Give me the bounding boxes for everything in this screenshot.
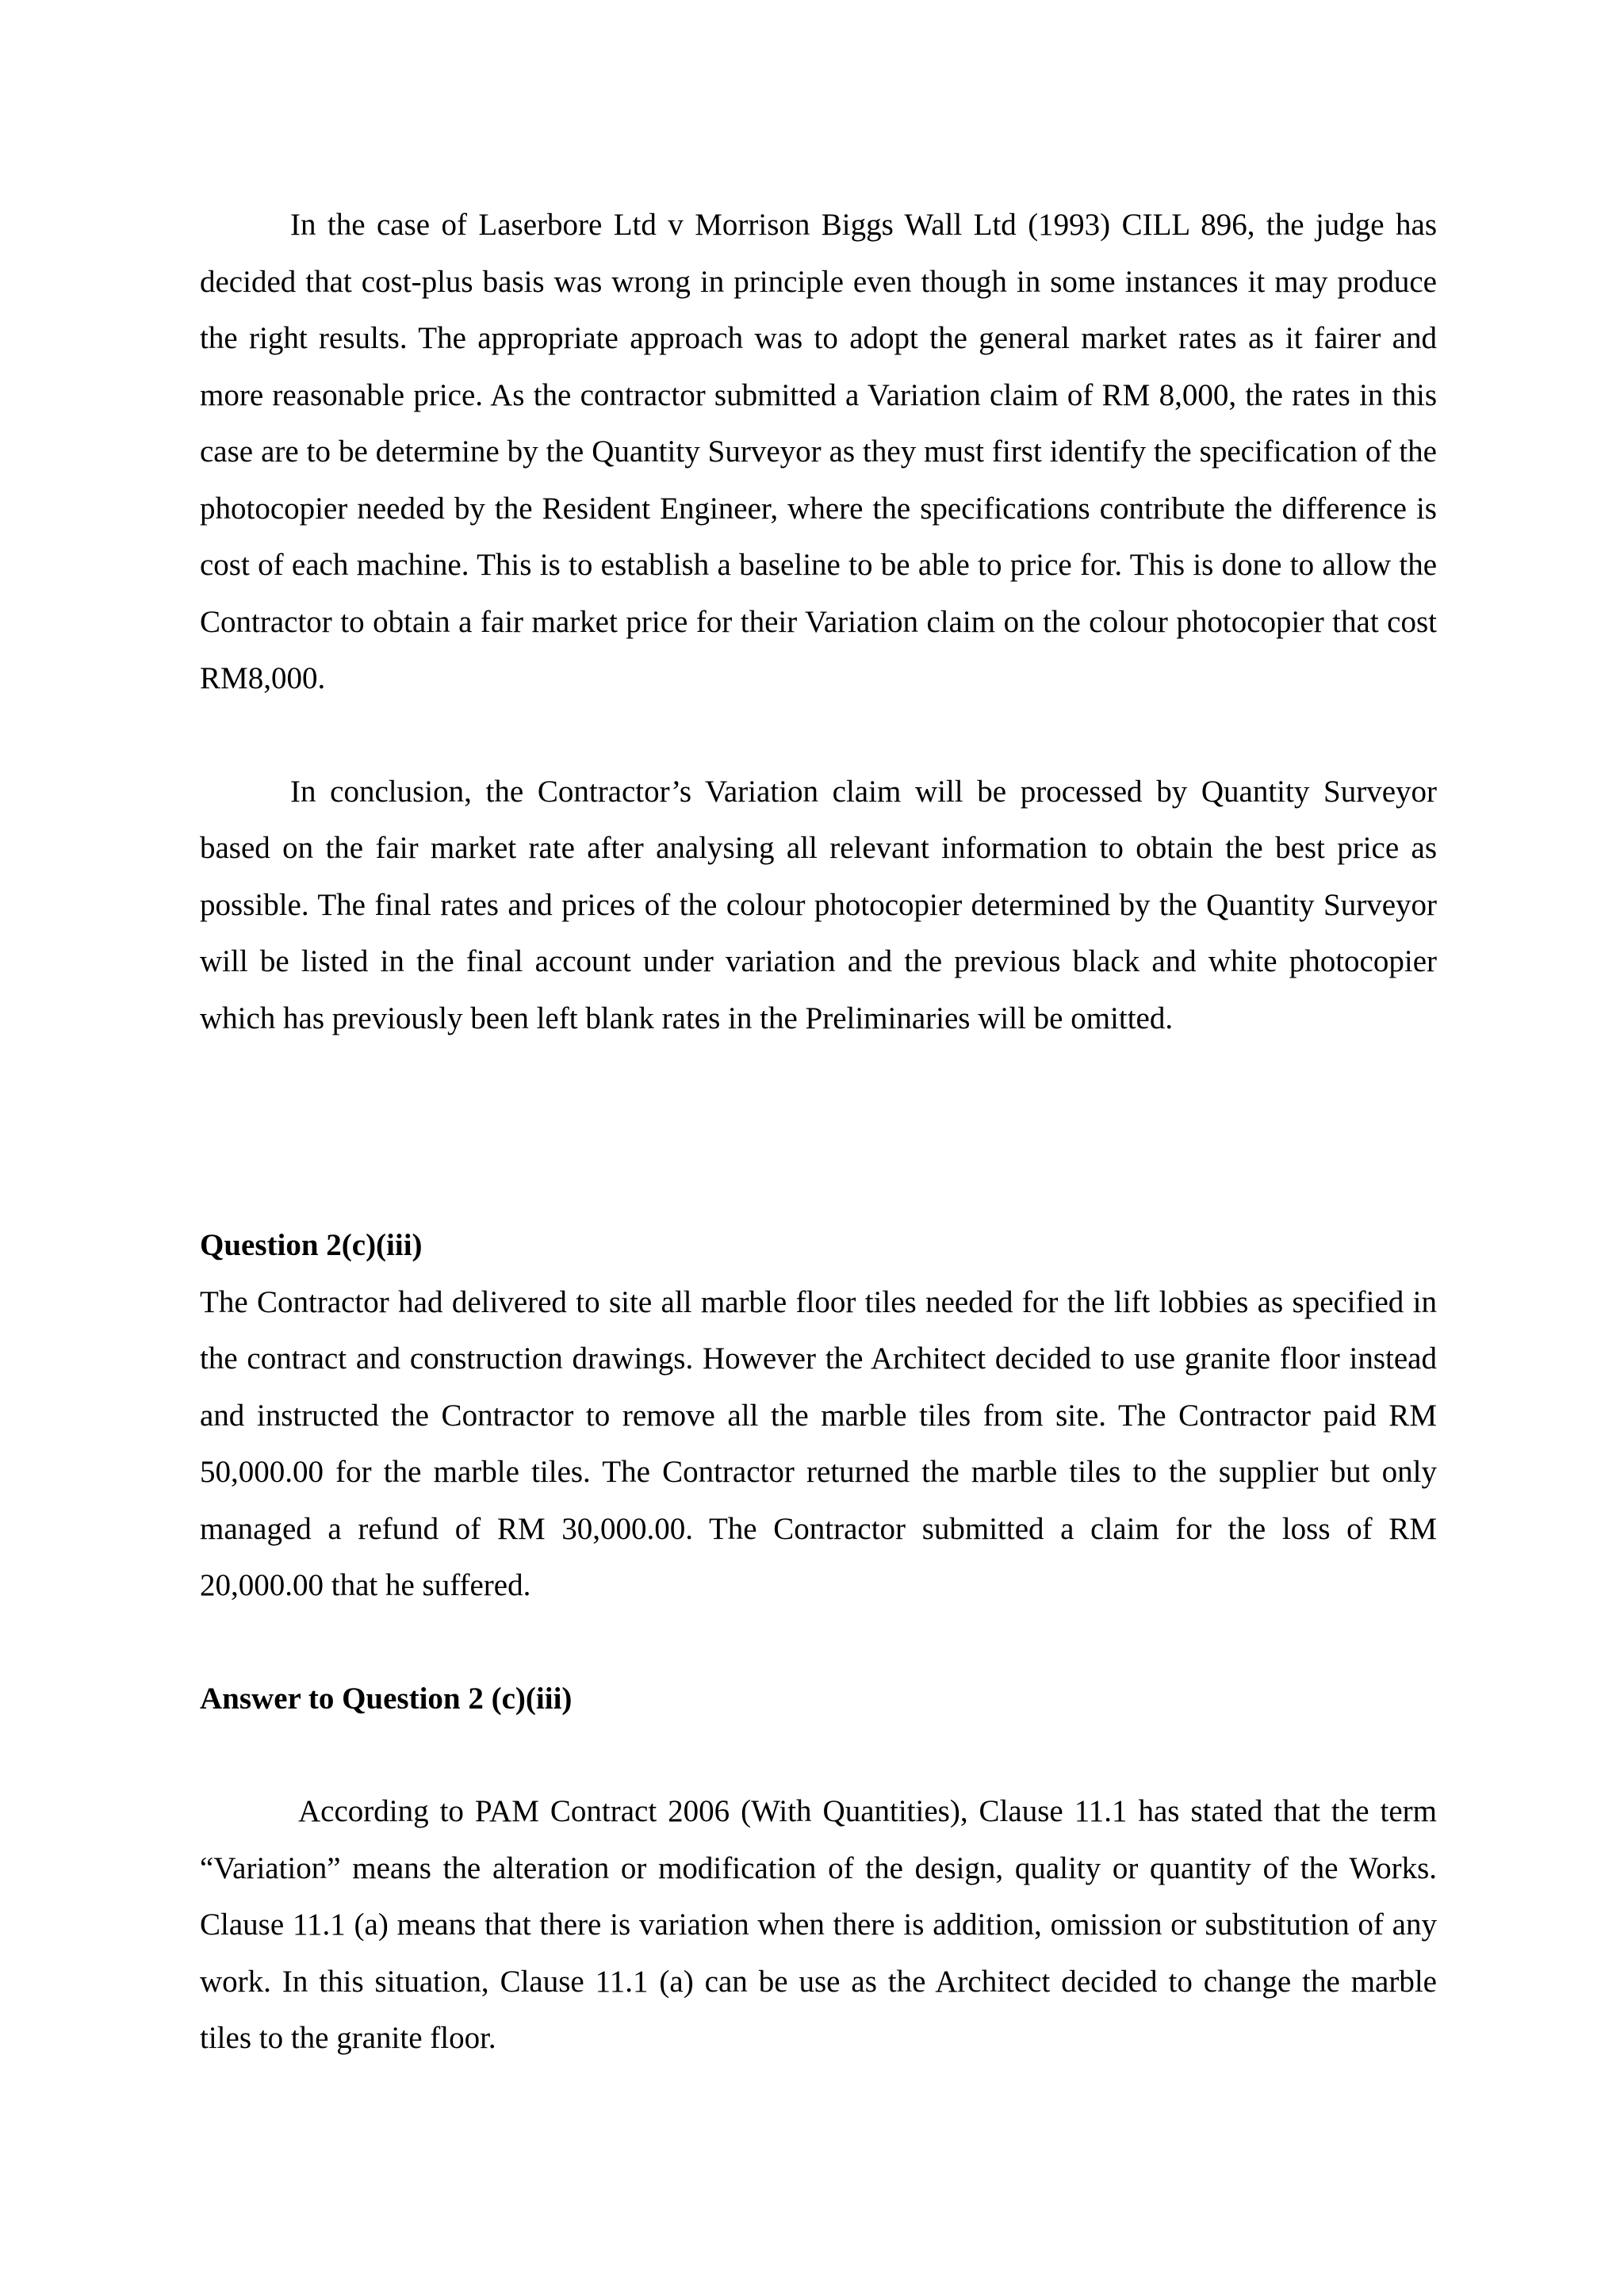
question-heading: Question 2(c)(iii) [200,1228,423,1262]
question-text: The Contractor had delivered to site all marble floor tiles needed for the lift lobbies as specified in the contract and construction drawings. However the Architect decided to use granite floor instead and instructed the Contractor to remove all the marble tiles from site. The Contractor paid RM 50,000.00 for the marble tiles. The Contractor returned the marble tiles to the supplier but only managed a refund of RM 30,000.00. The Contractor submitted a claim for the loss of RM 20,000.00 that he suffered. [200,1284,1437,1602]
answer-paragraph: According to PAM Contract 2006 (With Quantities), Clause 11.1 has stated that the term “Variation” means the alteration or modification of the design, quality or quantity of the Works. Clause 11.1 (a) means that there is variation when there is addition, omission or substitution of any work. In this situation, Clause 11.1 (a) can be use as the Architect decided to change the marble tiles to the granite floor. [200,1794,1437,2055]
answer-heading: Answer to Question 2 (c)(iii) [200,1681,573,1716]
paragraph-conclusion: In conclusion, the Contractor’s Variation claim will be processed by Quantity Surveyor based on the fair market rate after analysing all relevant information to obtain the best price as possible. The final rates and prices of the colour photocopier determined by the Quantity Surveyor will be listed in the final account under variation and the previous black and white photocopier which has previously been left blank rates in the Preliminaries will be omitted. [200,774,1437,1035]
paragraph-laserbore-case: In the case of Laserbore Ltd v Morrison Biggs Wall Ltd (1993) CILL 896, the judge has decided that cost-plus basis was wrong in principle even though in some instances it may produce the right results. The appropriate approach was to adopt the general market rates as it fairer and more reasonable price. As the contractor submitted a Variation claim of RM 8,000, the rates in this case are to be determine by the Quantity Surveyor as they must first identify the specification of the photocopier needed by the Resident Engineer, where the specifications contribute the difference is cost of each machine. This is to establish a baseline to be able to price for. This is done to allow the Contractor to obtain a fair market price for their Variation claim on the colour photocopier that cost RM8,000. [200,208,1437,695]
document-body [200,197,1437,2067]
